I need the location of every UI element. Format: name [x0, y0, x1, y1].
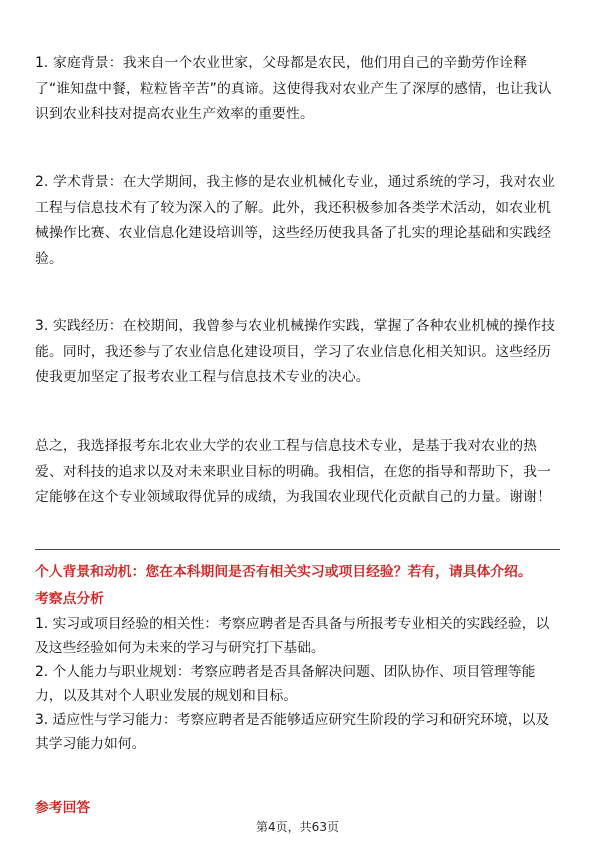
paragraph-family-background: 1. 家庭背景：我来自一个农业世家，父母都是农民，他们用自己的辛勤劳作诠释了“谁知盘中餐，粒粒皆辛苦”的真谛。这使得我对农业产生了深厚的感情，也让我认识到农业科技对提高农业生产效率的重要性。 — [35, 55, 552, 122]
section-divider — [35, 549, 560, 550]
analysis-item-adaptability: 3. 适应性与学习能力：考察应聘者是否能够适应研究生阶段的学习和研究环境，以及其学习能力如何。 — [35, 712, 550, 752]
paragraph-practical-experience: 3. 实践经历：在校期间，我曾参与农业机械操作实践，掌握了各种农业机械的操作技能。同时，我还参与了农业信息化建设项目，学习了农业信息化相关知识。这些经历使我更加坚定了报考农业工程与信息技术专业的决心。 — [35, 318, 556, 385]
analysis-item-ability: 2. 个人能力与职业规划：考察应聘者是否具备解决问题、团队协作、项目管理等能力，以及其对个人职业发展的规划和目标。 — [35, 664, 536, 704]
paragraph-academic-background: 2. 学术背景：在大学期间，我主修的是农业机械化专业，通过系统的学习，我对农业工程与信息技术有了较为深入的了解。此外，我还积极参加各类学术活动，如农业机械操作比赛、农业信息化建设培训等，这些经历使我具备了扎实的理论基础和实践经验。 — [35, 174, 556, 267]
analysis-item-relevance: 1. 实习或项目经验的相关性：考察应聘者是否具备与所报考专业相关的实践经验，以及这些经验如何为未来的学习与研究打下基础。 — [35, 616, 550, 656]
answer-heading: 参考回答 — [35, 800, 91, 816]
paragraph-conclusion: 总之，我选择报考东北农业大学的农业工程与信息技术专业，是基于我对农业的热爱、对科技的追求以及对未来职业目标的明确。我相信，在您的指导和帮助下，我一定能够在这个专业领域取得优异的成绩，为我国农业现代化贡献自己的力量。谢谢！ — [35, 438, 552, 505]
analysis-heading: 考察点分析 — [35, 591, 104, 607]
question-heading: 个人背景和动机：您在本科期间是否有相关实习或项目经验？若有，请具体介绍。 — [35, 564, 532, 580]
analysis-list — [35, 612, 560, 756]
page-footer: 第4页，共63页 — [256, 820, 339, 834]
